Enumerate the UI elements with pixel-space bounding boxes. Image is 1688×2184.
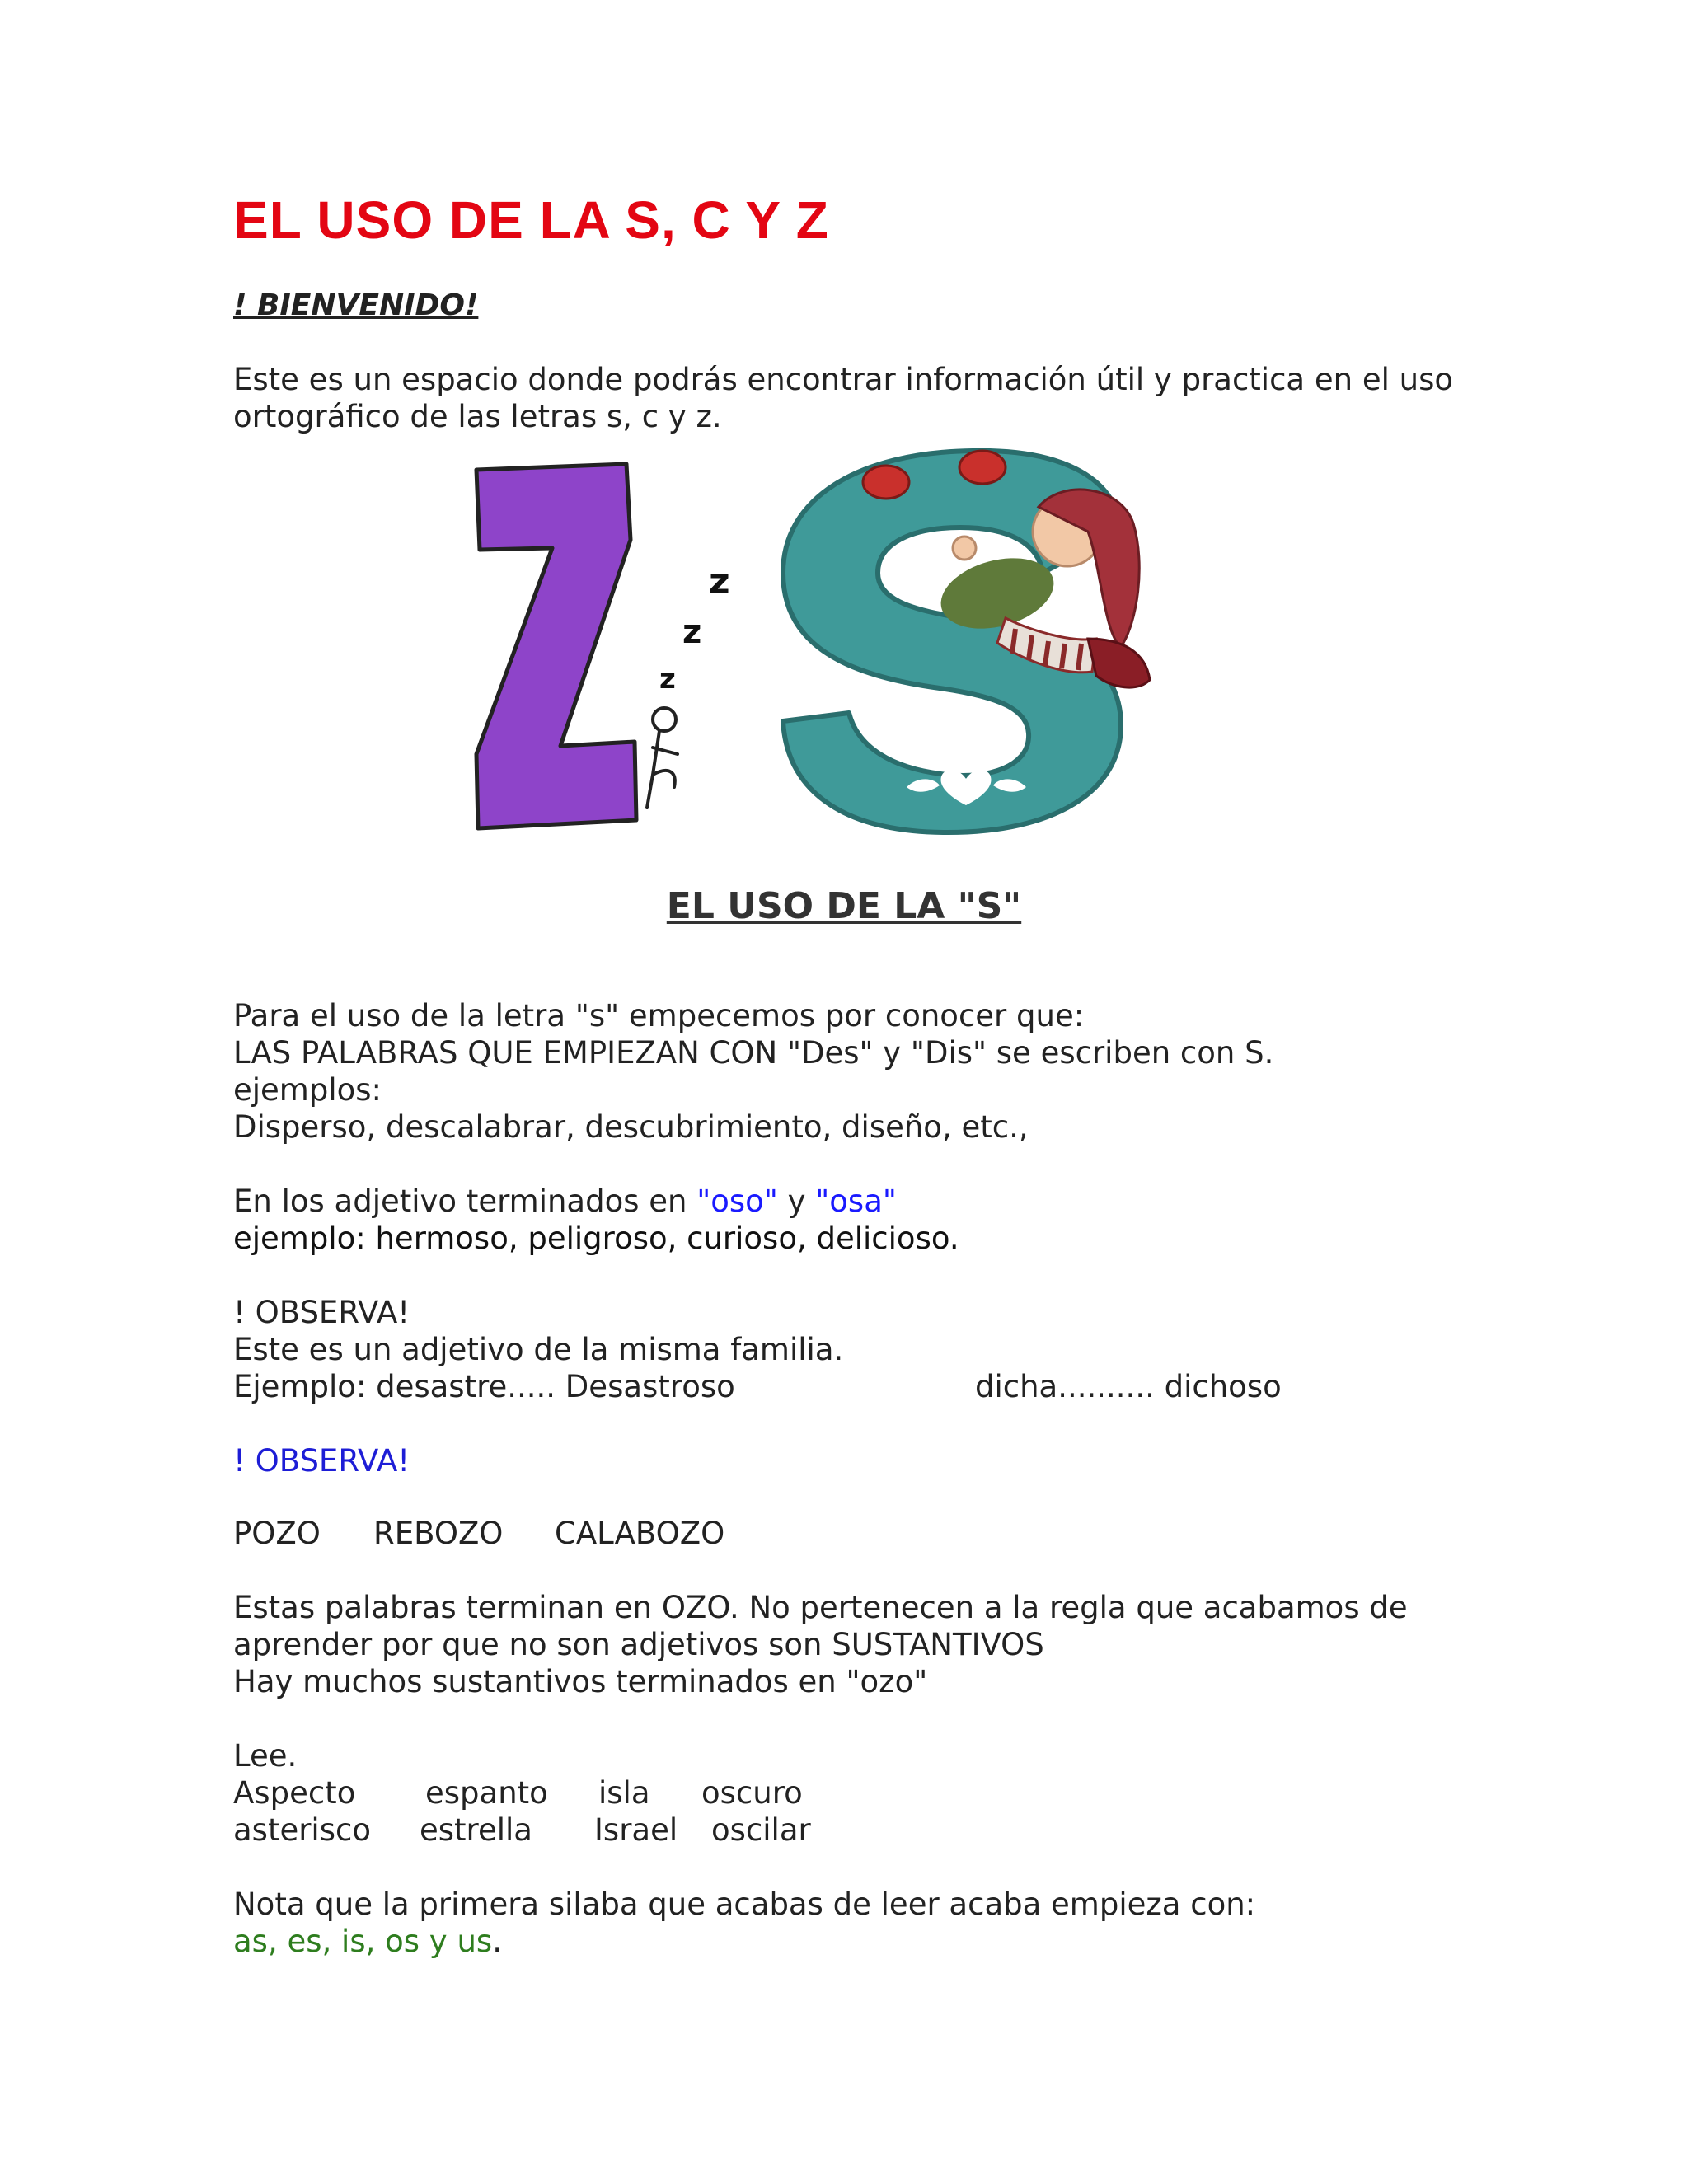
observe2-p1: Estas palabras terminan en OZO. No pertenecen a la regla que acabamos de xyxy=(233,1590,1408,1625)
sleeping-figure-body xyxy=(647,731,678,808)
sleep-z-2: z xyxy=(682,613,702,651)
rule2-line xyxy=(233,1183,897,1220)
observe1-example-right: dicha.......... dichoso xyxy=(975,1369,1282,1404)
rule2-example: ejemplo: hermoso, peligroso, curioso, delicioso. xyxy=(233,1221,959,1256)
read-word: isla xyxy=(598,1775,650,1811)
read-word: Aspecto xyxy=(233,1775,356,1811)
page-title: EL USO DE LA S, C Y Z xyxy=(233,190,829,250)
rule2-oso: "oso" xyxy=(696,1183,778,1219)
ozo-word: REBOZO xyxy=(373,1516,504,1551)
observe2-p2: aprender por que no son adjetivos son SUSTANTIVOS xyxy=(233,1627,1044,1662)
read-word: asterisco xyxy=(233,1812,371,1848)
letter-z-shape xyxy=(476,464,636,828)
doll-hand xyxy=(953,537,976,560)
read-word: espanto xyxy=(425,1775,548,1811)
observe1-example-left: Ejemplo: desastre..... Desastroso xyxy=(233,1369,735,1404)
note-line2 xyxy=(233,1923,502,1960)
sleep-z-3: z xyxy=(709,560,730,602)
ozo-word: CALABOZO xyxy=(555,1516,725,1551)
note-period: . xyxy=(492,1924,502,1959)
observe1-label: ! OBSERVA! xyxy=(233,1295,410,1330)
rule1-line4: Disperso, descalabrar, descubrimiento, diseño, etc., xyxy=(233,1109,1029,1145)
s-dot-2 xyxy=(959,451,1006,484)
rule1-line3: ejemplos: xyxy=(233,1072,382,1108)
ozo-words xyxy=(233,1515,724,1552)
sleeping-figure-head xyxy=(653,708,676,731)
intro-paragraph: Este es un espacio donde podrás encontrar información útil y practica en el uso ortográfico de las letras s, c y z. xyxy=(233,362,1453,434)
observe2-label: ! OBSERVA! xyxy=(233,1443,410,1479)
s-dot-1 xyxy=(863,466,909,499)
read-word: oscuro xyxy=(701,1775,803,1811)
read-row-1 xyxy=(233,1774,803,1811)
read-word: estrella xyxy=(420,1812,532,1848)
sleep-z-1: z xyxy=(659,663,676,696)
rule2-and: y xyxy=(777,1183,816,1219)
read-word: oscilar xyxy=(711,1812,811,1848)
rule1-line1: Para el uso de la letra "s" empecemos por conocer que: xyxy=(233,998,1085,1033)
rule1-line2: LAS PALABRAS QUE EMPIEZAN CON "Des" y "Dis" se escriben con S. xyxy=(233,1035,1274,1071)
rule2-osa: "osa" xyxy=(815,1183,897,1219)
note-syllables: as, es, is, os y us xyxy=(233,1924,493,1959)
observe2-p3: Hay muchos sustantivos terminados en "ozo" xyxy=(233,1664,928,1699)
read-word: Israel xyxy=(594,1812,678,1848)
observe1-line1: Este es un adjetivo de la misma familia. xyxy=(233,1332,844,1367)
zs-illustration xyxy=(462,441,1220,837)
ozo-word: POZO xyxy=(233,1516,321,1551)
read-row-2 xyxy=(233,1811,811,1849)
note-line1: Nota que la primera silaba que acabas de leer acaba empieza con: xyxy=(233,1886,1256,1922)
rule2-prefix: En los adjetivo terminados en xyxy=(233,1183,697,1219)
welcome-heading: ! BIENVENIDO! xyxy=(233,288,479,322)
read-label: Lee. xyxy=(233,1738,298,1774)
section-heading-s: EL USO DE LA "S" xyxy=(666,885,1022,927)
